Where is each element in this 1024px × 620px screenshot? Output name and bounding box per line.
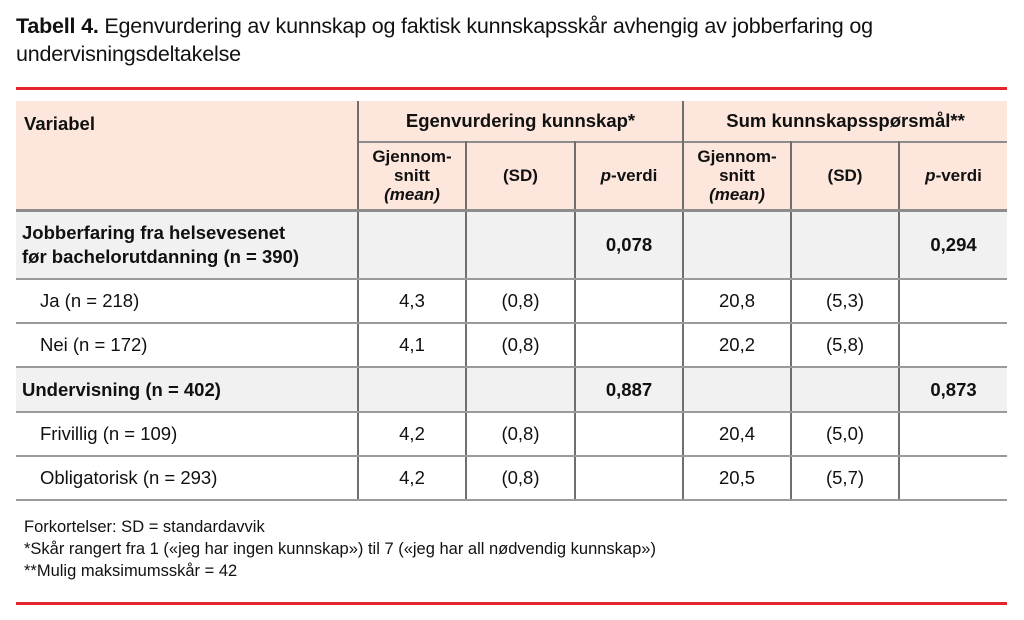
table-caption: Egenvurdering av kunnskap og faktisk kunnskapsskår avhengig av jobberfaring og undervisningsdeltakelse — [16, 14, 873, 66]
header-knowledge-sum: Sum kunnskapsspørsmål** — [683, 101, 1007, 142]
cell-sum-sd: (5,0) — [791, 412, 899, 456]
cell-sum-sd: (5,7) — [791, 456, 899, 500]
header-self-mean: Gjennom- snitt (mean) — [358, 142, 466, 210]
cell-self-sd — [466, 367, 575, 412]
cell-sum-sd — [791, 367, 899, 412]
cell-self-p — [575, 323, 683, 367]
cell-self-sd: (0,8) — [466, 323, 575, 367]
row-label: Undervisning (n = 402) — [16, 367, 358, 412]
cell-self-mean — [358, 367, 466, 412]
cell-sum-sd: (5,8) — [791, 323, 899, 367]
cell-sum-p — [899, 456, 1007, 500]
note-abbreviations: Forkortelser: SD = standardavvik — [24, 518, 265, 536]
header-sum-p: p-verdi — [899, 142, 1007, 210]
table-row — [16, 279, 1007, 323]
header-self-sd: (SD) — [466, 142, 575, 210]
cell-self-sd — [466, 210, 575, 279]
table-label: Tabell 4. — [16, 14, 99, 38]
cell-sum-mean — [683, 367, 791, 412]
row-label: Frivillig (n = 109) — [16, 412, 358, 456]
row-label: Jobberfaring fra helsevesenet før bachelorutdanning (n = 390) — [16, 210, 358, 279]
cell-self-mean: 4,2 — [358, 456, 466, 500]
header-self-p: p-verdi — [575, 142, 683, 210]
cell-self-mean: 4,1 — [358, 323, 466, 367]
header-variable: Variabel — [16, 101, 358, 210]
cell-self-mean: 4,2 — [358, 412, 466, 456]
table-row-group-teaching — [16, 367, 1007, 412]
cell-sum-sd — [791, 210, 899, 279]
bottom-divider — [16, 602, 1007, 605]
cell-sum-p: 0,294 — [899, 210, 1007, 279]
header-sum-sd: (SD) — [791, 142, 899, 210]
cell-self-p: 0,078 — [575, 210, 683, 279]
cell-sum-p — [899, 412, 1007, 456]
cell-self-mean: 4,3 — [358, 279, 466, 323]
cell-sum-p — [899, 279, 1007, 323]
cell-sum-sd: (5,3) — [791, 279, 899, 323]
table-notes — [24, 516, 656, 582]
data-table — [16, 101, 1007, 501]
cell-sum-mean: 20,5 — [683, 456, 791, 500]
top-divider — [16, 87, 1007, 90]
header-self-assessment: Egenvurdering kunnskap* — [358, 101, 683, 142]
row-label: Ja (n = 218) — [16, 279, 358, 323]
cell-self-p: 0,887 — [575, 367, 683, 412]
cell-self-p — [575, 279, 683, 323]
note-max-score: **Mulig maksimumsskår = 42 — [24, 562, 238, 580]
table-row-group-work-experience — [16, 210, 1007, 279]
cell-self-sd: (0,8) — [466, 456, 575, 500]
note-score-range: *Skår rangert fra 1 («jeg har ingen kunnskap») til 7 («jeg har all nødvendig kunnskap») — [24, 540, 656, 558]
cell-self-sd: (0,8) — [466, 279, 575, 323]
cell-self-sd: (0,8) — [466, 412, 575, 456]
cell-self-p — [575, 412, 683, 456]
table-row — [16, 412, 1007, 456]
cell-sum-p: 0,873 — [899, 367, 1007, 412]
table-title — [16, 12, 1006, 68]
cell-self-mean — [358, 210, 466, 279]
header-sum-mean: Gjennom- snitt (mean) — [683, 142, 791, 210]
cell-sum-mean — [683, 210, 791, 279]
cell-sum-mean: 20,2 — [683, 323, 791, 367]
row-label: Nei (n = 172) — [16, 323, 358, 367]
cell-sum-p — [899, 323, 1007, 367]
table-row — [16, 323, 1007, 367]
cell-self-p — [575, 456, 683, 500]
table-row — [16, 456, 1007, 500]
cell-sum-mean: 20,8 — [683, 279, 791, 323]
cell-sum-mean: 20,4 — [683, 412, 791, 456]
row-label: Obligatorisk (n = 293) — [16, 456, 358, 500]
